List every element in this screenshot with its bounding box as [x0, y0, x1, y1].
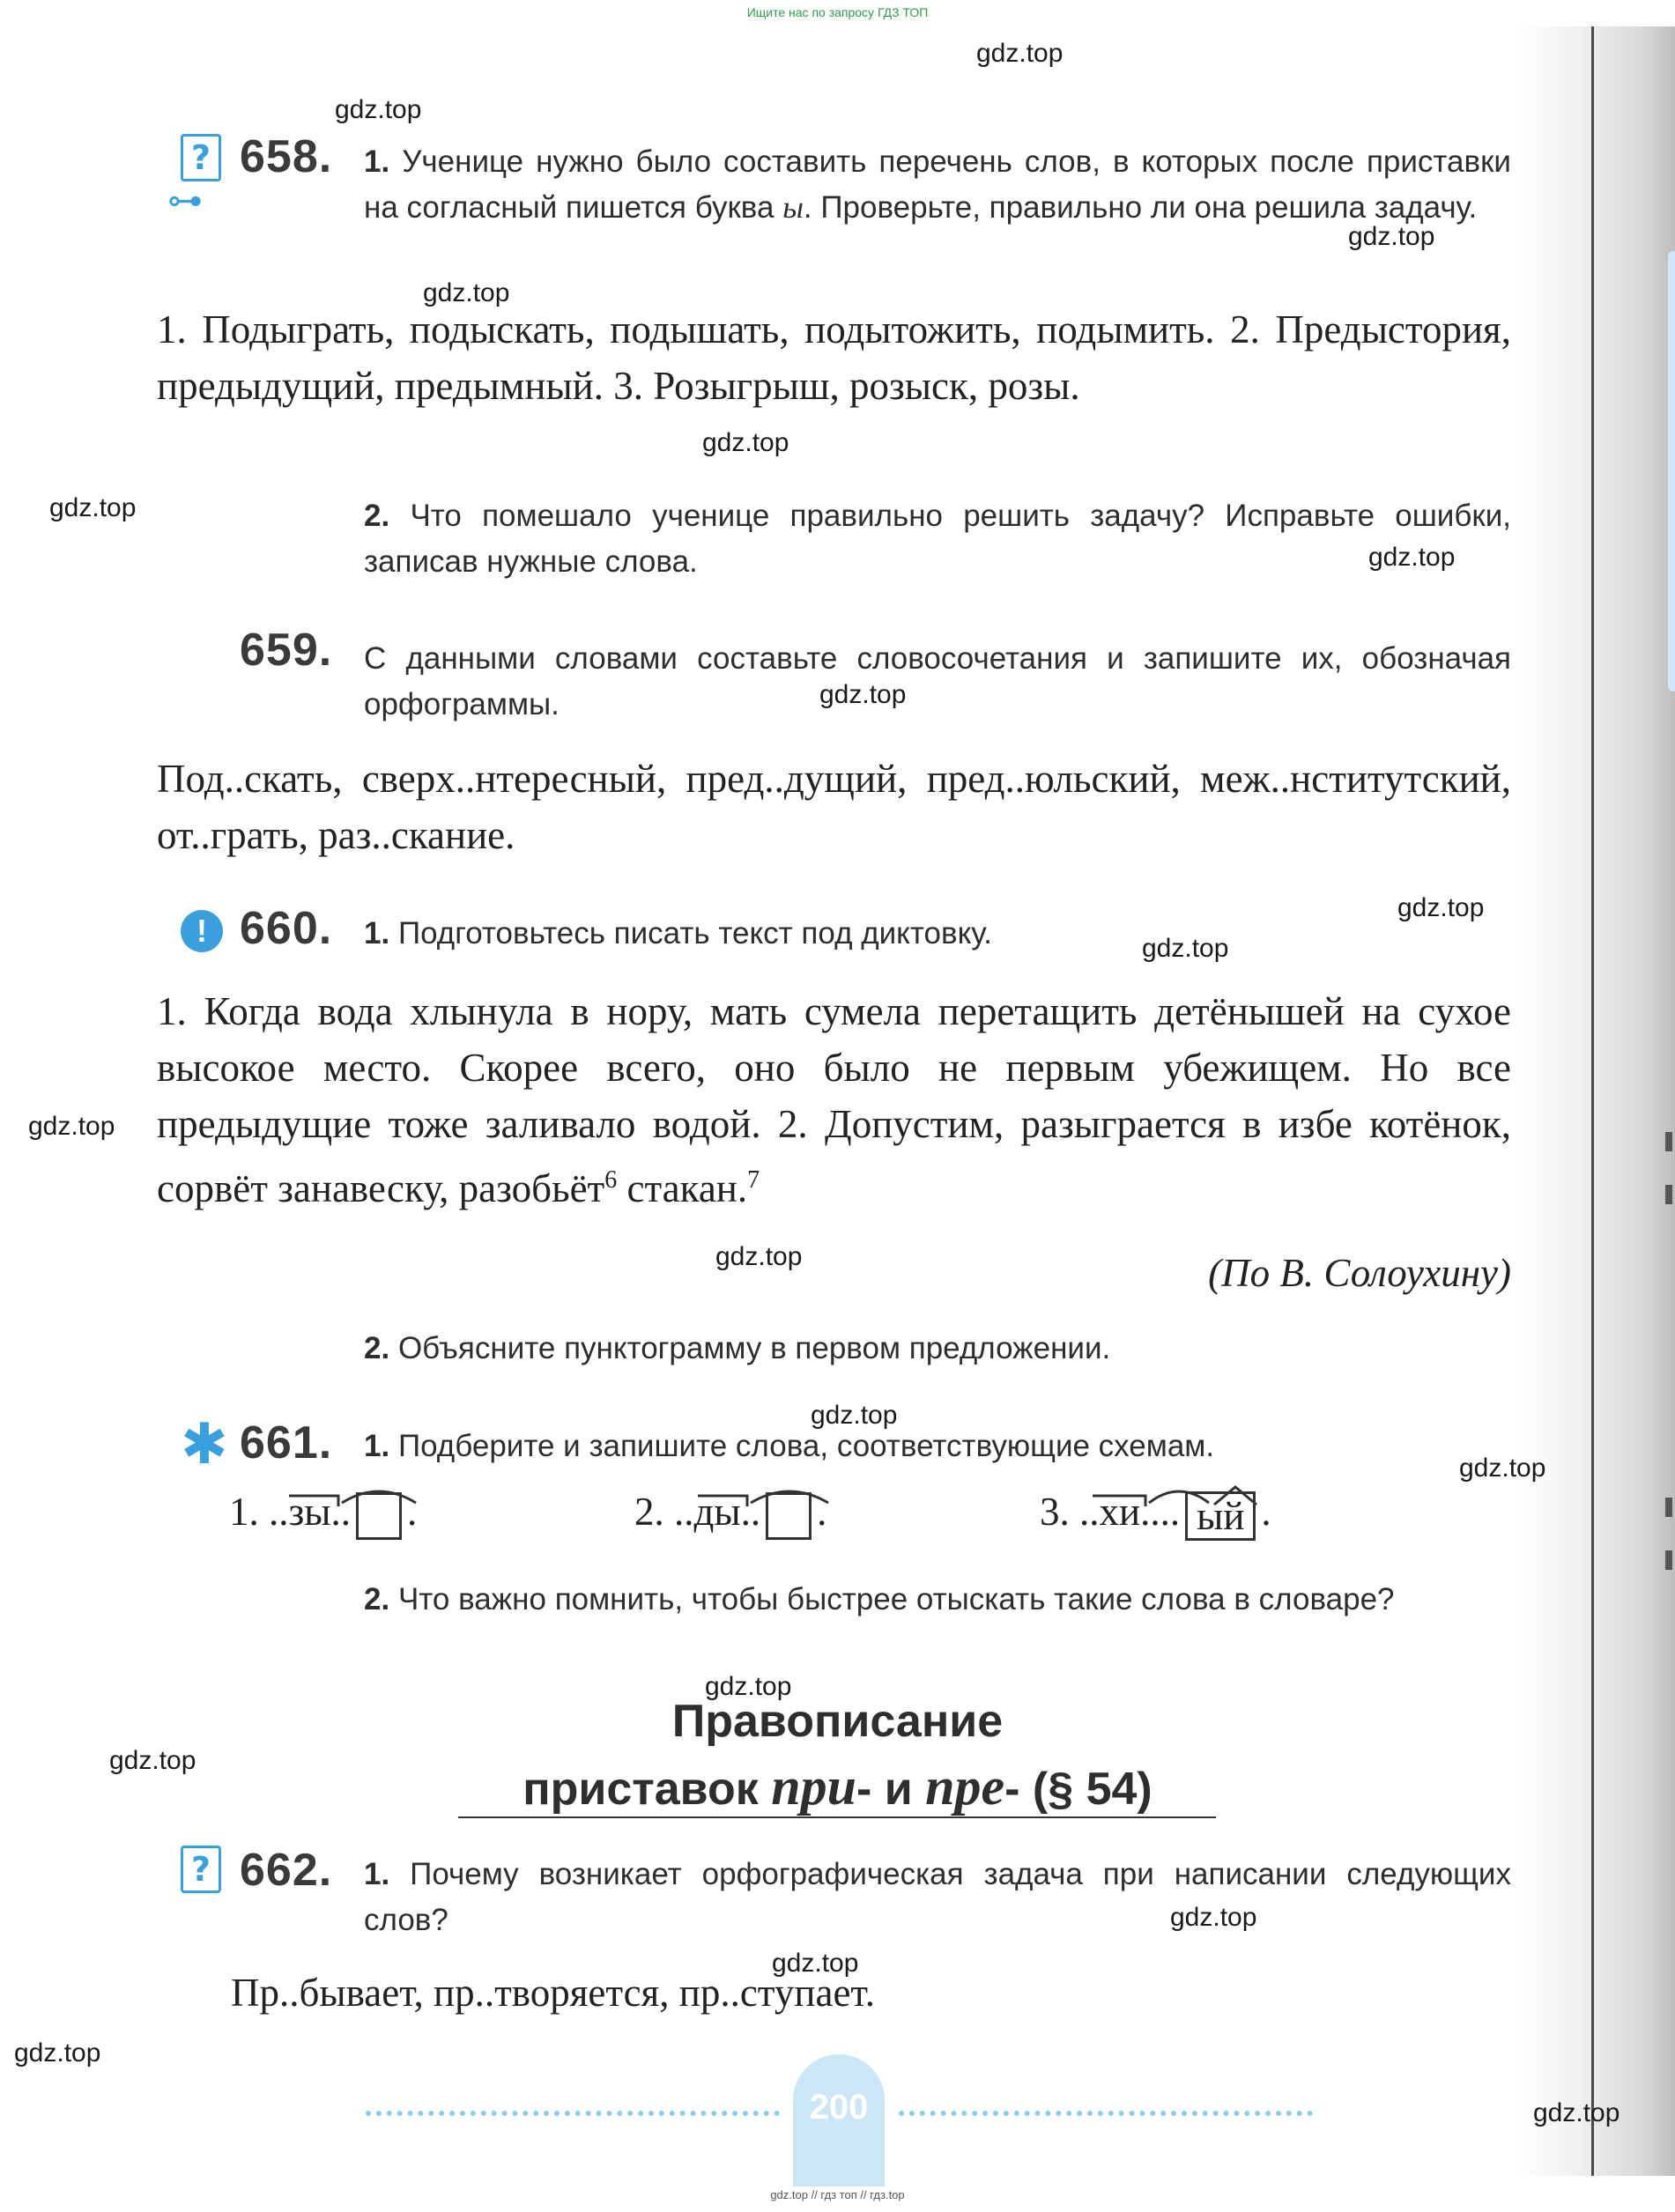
watermark: gdz.top: [772, 1949, 859, 1978]
exercise-number: 660.: [240, 903, 333, 954]
scheme-text: 3. ..хи....: [1040, 1490, 1181, 1534]
exercise-number: 658.: [240, 131, 333, 182]
prefix-pre: пре: [925, 1757, 1005, 1816]
word-list: Пр..бывает, пр..творяется, пр..ступает.: [231, 1971, 875, 2015]
watermark: gdz.top: [702, 428, 789, 457]
exclamation-icon: !: [181, 910, 223, 952]
task-text: Подготовьтесь писать текст под диктовку.: [397, 916, 993, 951]
dictation: стакан.: [617, 1166, 748, 1210]
watermark: gdz.top: [1459, 1454, 1546, 1483]
exercise-task: [364, 139, 1511, 231]
watermark: gdz.top: [14, 2038, 101, 2068]
task-text: Ученице нужно было составить перечень слов, в которых после приставки на согласный пишется буква: [364, 144, 1511, 225]
exercise-task: [364, 911, 1511, 957]
watermark: gdz.top: [811, 1401, 898, 1430]
watermark: gdz.top: [1368, 543, 1456, 572]
exercise-task: [364, 1577, 1511, 1623]
exercise-task: [364, 1326, 1511, 1372]
exercise-task: [364, 1852, 1511, 1943]
page-edge-line: [1591, 26, 1594, 2176]
watermark: gdz.top: [1397, 893, 1485, 922]
footnote-mark: 6: [604, 1166, 618, 1194]
watermark: gdz.top: [1348, 222, 1435, 251]
top-banner: Ищите нас по запросу ГДЗ ТОП: [746, 5, 929, 19]
prefix-pri: при: [771, 1757, 856, 1816]
edge-mark: [1665, 1498, 1672, 1517]
dictation: 1. Когда вода хлынула в нору, мать сумела перетащить детёнышей на сухое высокое место. Скорее всего, оно было не первым убежищем. Но все предыдущие тоже заливало водой. 2. Допустим, разыграется в избе котёнок, сорвёт занавеску, разобьёт: [157, 989, 1511, 1210]
subtitle-text: - и: [856, 1764, 926, 1815]
footer-banner: gdz.top // гдз топ // гдз.top: [770, 2188, 905, 2201]
scheme-period: .: [1261, 1490, 1271, 1534]
scheme-period: .: [407, 1490, 418, 1534]
word-list: Под..скать, сверх..нтересный, пред..дущий, пред..юльский, меж..нститутский, от..грать, раз..скание.: [157, 757, 1511, 857]
question-icon: ?: [181, 134, 221, 181]
watermark: gdz.top: [819, 680, 907, 709]
task-label: 1.: [364, 144, 390, 179]
word-schemes: [229, 1489, 1375, 1568]
watermark: gdz.top: [1142, 934, 1229, 963]
task-label: 2.: [364, 499, 390, 533]
watermark: gdz.top: [705, 1672, 792, 1701]
task-label: 1.: [364, 916, 390, 951]
exercise-number: 662.: [240, 1845, 333, 1896]
exercise-number: 659.: [240, 625, 333, 676]
task-text: Подберите и запишите слова, соответствующие схемам.: [397, 1429, 1215, 1463]
subtitle-text: приставок: [523, 1764, 772, 1815]
page-dots-left: [366, 2111, 780, 2123]
task-label: 2.: [364, 1582, 390, 1616]
asterisk-icon: ✱: [181, 1412, 228, 1477]
dictation-text: [157, 983, 1511, 1217]
watermark: gdz.top: [109, 1746, 196, 1775]
key-icon: ⊶: [167, 181, 203, 221]
exercise-task: С данными словами составьте словосочетания и запишите их, обозначая орфограммы.: [364, 641, 1511, 721]
scheme-text: 1. ..зы..: [229, 1490, 352, 1534]
exercise-task: [364, 493, 1511, 585]
edge-mark: [1665, 1185, 1672, 1204]
suffix-box: ый: [1185, 1491, 1256, 1541]
scheme-3: [1040, 1489, 1271, 1541]
task-label: 1.: [364, 1429, 390, 1463]
page-fold-shadow: [1516, 26, 1675, 2176]
watermark: gdz.top: [976, 39, 1064, 68]
ending-box: [766, 1492, 812, 1540]
task-label: 2.: [364, 1331, 390, 1365]
watermark: gdz.top: [49, 493, 137, 522]
footnote-mark: 7: [747, 1166, 760, 1194]
page-number: 200: [793, 2054, 885, 2186]
section-underline: [458, 1816, 1216, 1818]
word-list: 1. Подыграть, подыскать, подышать, подытожить, подымить. 2. Предыстория, предыдущий, предымный. 3. Розыгрыш, розыск, розы.: [157, 307, 1511, 408]
subtitle-text: - (§ 54): [1004, 1764, 1152, 1815]
task-label: 1.: [364, 1857, 390, 1891]
watermark: gdz.top: [715, 1242, 803, 1271]
task-text: Почему возникает орфографическая задача при написании следующих слов?: [364, 1857, 1511, 1937]
page-dots-right: [899, 2111, 1313, 2123]
letter: ы: [782, 190, 804, 225]
watermark: gdz.top: [28, 1112, 115, 1141]
scheme-2: [634, 1489, 826, 1540]
next-page-tab: [1668, 251, 1675, 692]
exercise-number: 661.: [240, 1417, 333, 1469]
watermark: gdz.top: [1170, 1903, 1257, 1932]
task-text: . Проверьте, правильно ли она решила задачу.: [803, 190, 1478, 225]
section-title: Правописание: [671, 1696, 1004, 1747]
task-text: Что важно помнить, чтобы быстрее отыскать такие слова в словаре?: [397, 1582, 1395, 1616]
edge-mark: [1665, 1132, 1672, 1151]
edge-mark: [1665, 1550, 1672, 1570]
section-subtitle: [0, 1757, 1675, 1817]
scheme-period: .: [817, 1490, 827, 1534]
author-attribution: (По В. Солоухину): [1208, 1251, 1511, 1295]
task-text: Объясните пунктограмму в первом предложении.: [397, 1331, 1111, 1365]
ending-box: [356, 1492, 402, 1540]
scheme-text: 2. ..ды..: [634, 1490, 761, 1534]
task-text: Что помешало ученице правильно решить задачу? Исправьте ошибки, записав нужные слова.: [364, 499, 1511, 579]
watermark: gdz.top: [1533, 2098, 1620, 2127]
watermark: gdz.top: [335, 95, 422, 124]
question-icon: ?: [181, 1846, 221, 1893]
exercise-task: [364, 1424, 1511, 1469]
scheme-1: [229, 1489, 417, 1540]
watermark: gdz.top: [423, 278, 510, 307]
